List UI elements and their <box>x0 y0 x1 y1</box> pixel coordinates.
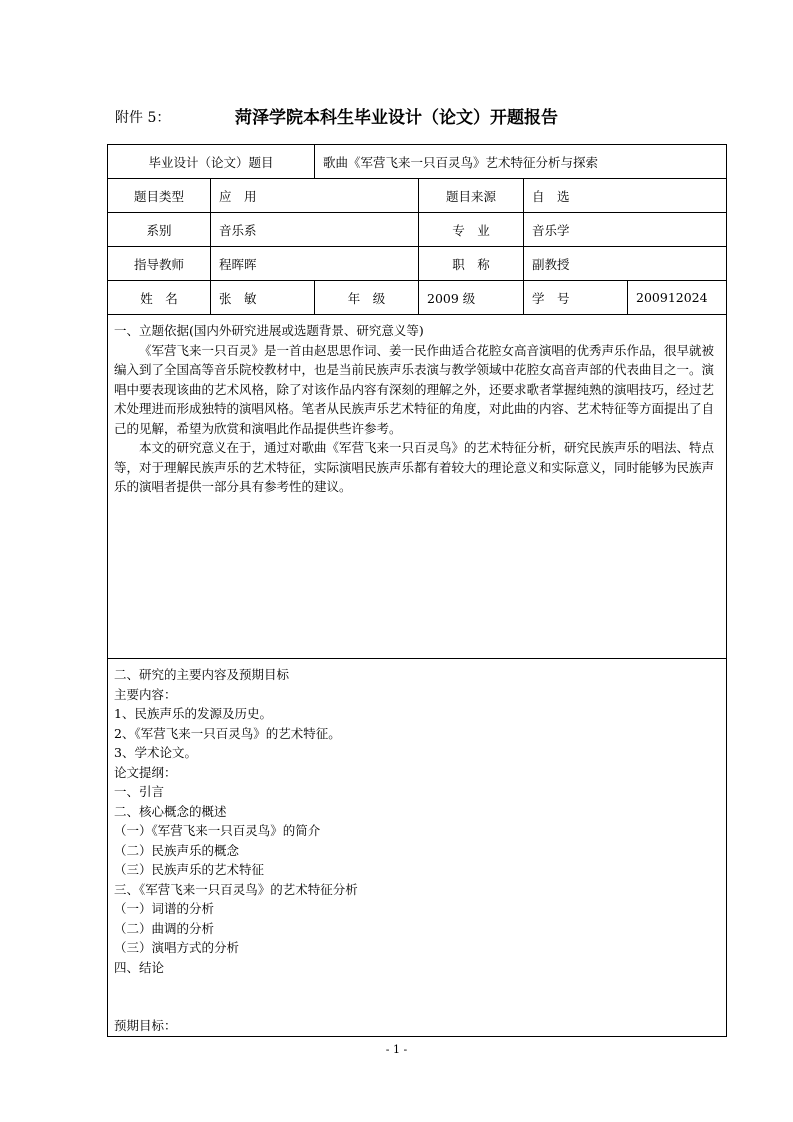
advisor-label: 指导教师 <box>108 247 211 281</box>
section2-line: 三、《军营飞来一只百灵鸟》的艺术特征分析 <box>114 881 358 897</box>
type-label: 题目类型 <box>108 179 211 213</box>
student-row <box>108 281 727 315</box>
grade-label: 年 级 <box>315 281 419 315</box>
page-title: 菏泽学院本科生毕业设计（论文）开题报告 <box>235 108 558 128</box>
section1-paragraph-2: 本文的研究意义在于，通过对歌曲《军营飞来一只百灵鸟》的艺术特征分析，研究民族声乐的唱法、特点等，对于理解民族声乐的艺术特征，实际演唱民族声乐都有着较大的理论意义和实际意义，同时能够为民族声乐的演唱者提供一部分具有参考性的建议。 <box>114 440 715 494</box>
student-id-label: 学 号 <box>524 281 628 315</box>
expected-goal-label: 预期目标： <box>114 1018 177 1033</box>
department-label: 系别 <box>108 213 211 247</box>
section1-heading: 一、立题依据(国内外研究进展或选题背景、研究意义等) <box>114 323 424 338</box>
grade-value: 2009 级 <box>419 281 524 315</box>
source-label: 题目来源 <box>419 179 524 213</box>
type-value: 应 用 <box>211 179 419 213</box>
section2-line: （二）曲调的分析 <box>114 920 215 936</box>
section2-line: 1、民族声乐的发源及历史。 <box>114 706 272 721</box>
report-header <box>107 103 727 129</box>
name-label: 姓 名 <box>108 281 211 315</box>
section2-line: 3、学术论文。 <box>114 745 197 760</box>
section2-line: 论文提纲： <box>114 764 177 780</box>
type-row <box>108 179 727 213</box>
student-id-value: 200912024 <box>628 281 727 315</box>
section1-row <box>108 315 727 659</box>
department-value: 音乐系 <box>211 213 419 247</box>
section2-line: 二、核心概念的概述 <box>114 803 227 819</box>
section2-line: （三）演唱方式的分析 <box>114 940 240 955</box>
advisor-value: 程晖晖 <box>211 247 419 281</box>
topic-value: 歌曲《军营飞来一只百灵鸟》艺术特征分析与探索 <box>315 145 727 179</box>
proposal-form-table <box>107 144 727 1037</box>
section2-line: 四、结论 <box>114 959 165 975</box>
department-row <box>108 213 727 247</box>
topic-label: 毕业设计（论文）题目 <box>108 145 315 179</box>
page-number: - 1 - <box>385 1043 408 1056</box>
topic-row <box>108 145 727 179</box>
rank-label: 职 称 <box>419 247 524 281</box>
source-value: 自 选 <box>524 179 727 213</box>
major-value: 音乐学 <box>524 213 727 247</box>
section2-line: 一、引言 <box>114 784 165 799</box>
section2-line: 2、《军营飞来一只百灵鸟》的艺术特征。 <box>114 725 341 741</box>
advisor-row <box>108 247 727 281</box>
name-value: 张 敏 <box>211 281 315 315</box>
section2-line: 主要内容： <box>114 686 177 702</box>
section2-line: （三）民族声乐的艺术特征 <box>114 862 265 877</box>
major-label: 专 业 <box>419 213 524 247</box>
section2-row <box>108 659 727 1037</box>
section1-paragraph-1: 《军营飞来一只百灵》是一首由赵思思作词、姜一民作曲适合花腔女高音演唱的优秀声乐作品，很早就被编入到了全国高等音乐院校教材中，也是当前民族声乐表演与教学领域中花腔女高音声部的代表曲目之一。演唱中要表现该曲的艺术风格，除了对该作品内容有深刻的理解之外，还要求歌者掌握纯熟的演唱技巧，经过艺术处理进而形成独特的演唱风格。笔者从民族声乐艺术特征的角度，对此曲的内容、艺术特征等方面提出了自己的见解，希望为欣赏和演唱此作品提供些许参考。 <box>114 342 715 436</box>
section2-line: （一）《军营飞来一只百灵鸟》的简介 <box>114 823 321 838</box>
section2-line: 二、研究的主要内容及预期目标 <box>114 667 290 682</box>
rank-value: 副教授 <box>524 247 727 281</box>
section1-cell <box>108 315 727 659</box>
section2-line: （一）词谱的分析 <box>114 901 215 916</box>
section2-cell <box>108 659 727 1037</box>
section2-line: （二）民族声乐的概念 <box>114 842 240 858</box>
attachment-label: 附件 5： <box>115 110 171 126</box>
